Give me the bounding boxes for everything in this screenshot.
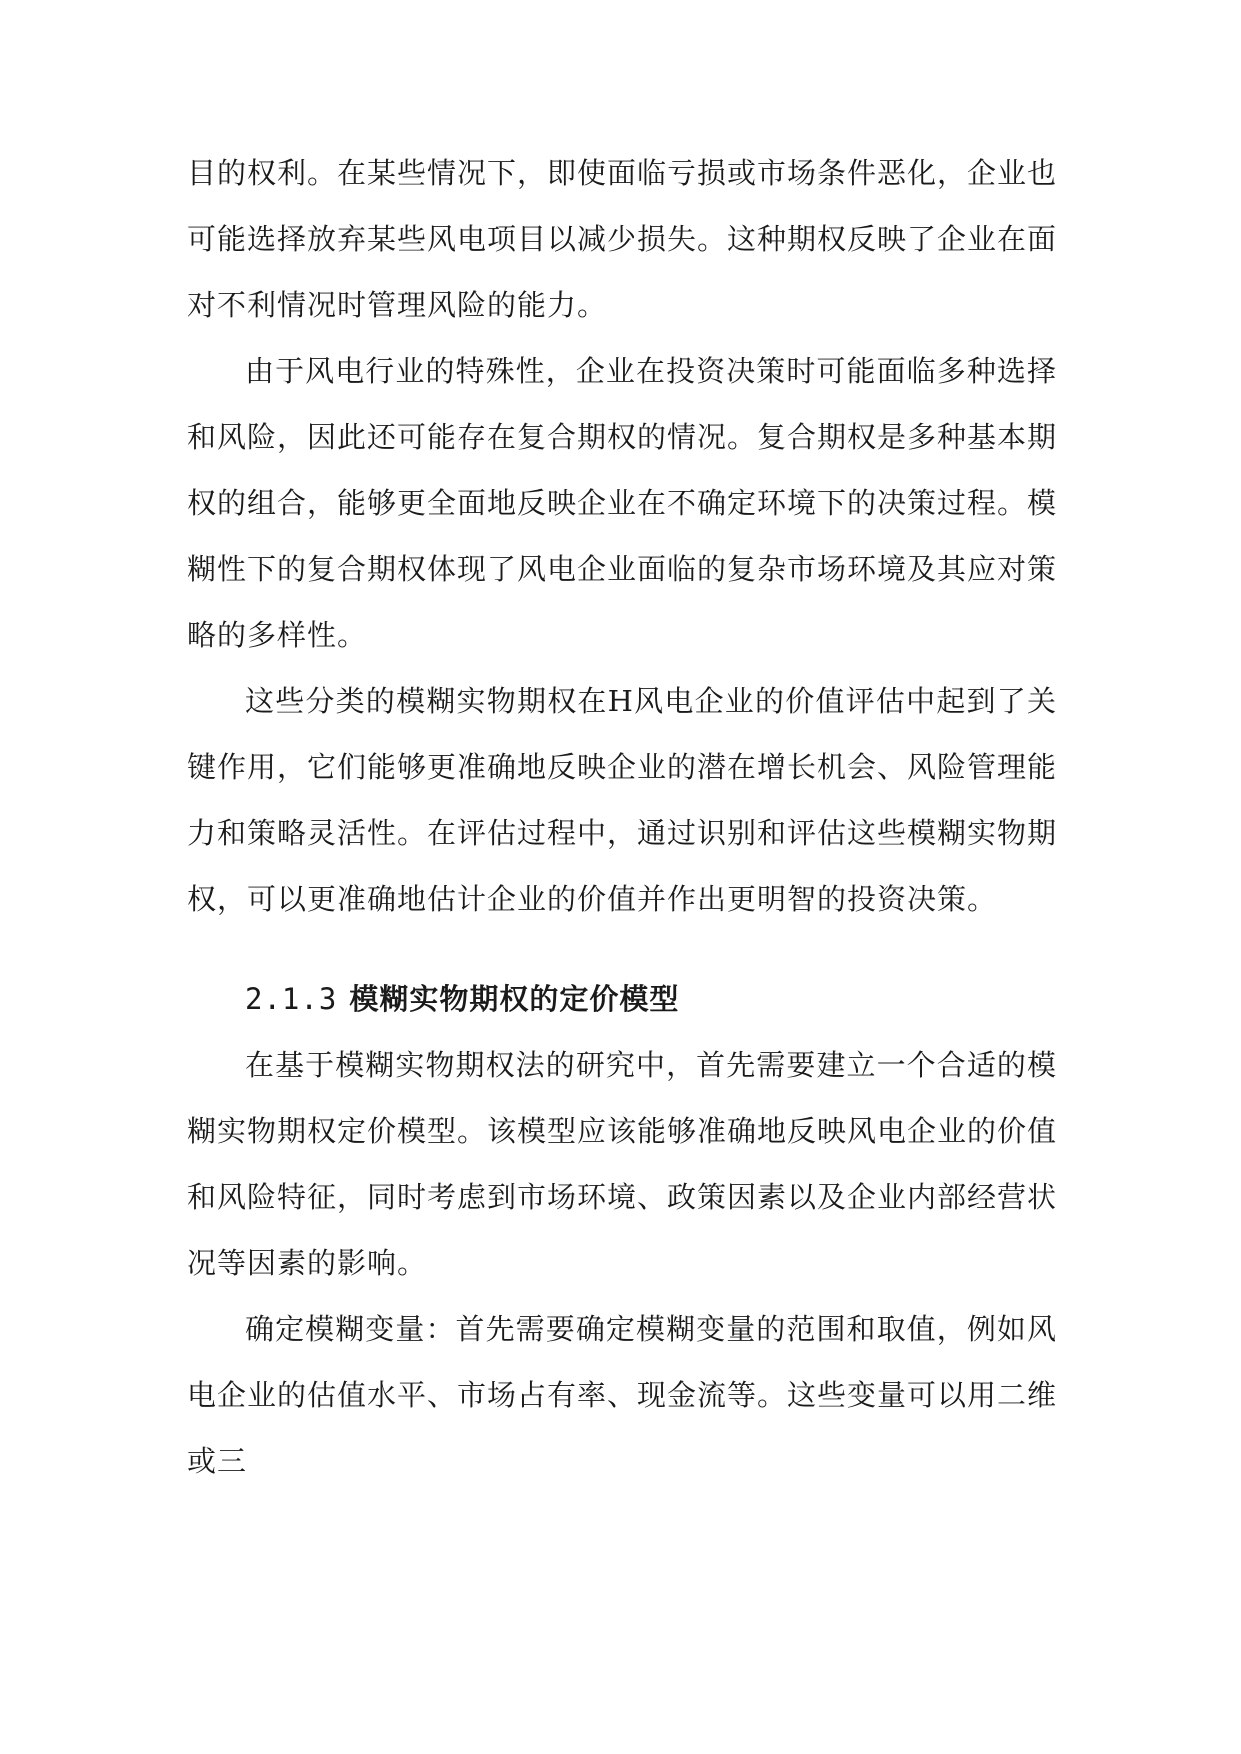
paragraph-fuzzy-variables: 确定模糊变量：首先需要确定模糊变量的范围和取值，例如风电企业的估值水平、市场占有率、现金流等。这些变量可以用二维或三 <box>187 1312 1058 1478</box>
paragraph-compound-option: 由于风电行业的特殊性，企业在投资决策时可能面临多种选择和风险，因此还可能存在复合期权的情况。复合期权是多种基本期权的组合，能够更全面地反映企业在不确定环境下的决策过程。模糊性下的复合期权体现了风电企业面临的复杂市场环境及其应对策略的多样性。 <box>187 354 1058 652</box>
page-content <box>187 140 1057 1494</box>
section-title: 模糊实物期权的定价模型 <box>349 982 680 1016</box>
paragraph-pricing-model: 在基于模糊实物期权法的研究中，首先需要建立一个合适的模糊实物期权定价模型。该模型应该能够准确地反映风电企业的价值和风险特征，同时考虑到市场环境、政策因素以及企业内部经营状况等因素的影响。 <box>187 1048 1058 1280</box>
section-heading <box>187 966 1057 1032</box>
section-number: 2.1.3 <box>245 982 338 1016</box>
paragraph-continued: 目的权利。在某些情况下，即使面临亏损或市场条件恶化，企业也可能选择放弃某些风电项目以减少损失。这种期权反映了企业在面对不利情况时管理风险的能力。 <box>187 156 1058 322</box>
paragraph-classification-role: 这些分类的模糊实物期权在H风电企业的价值评估中起到了关键作用，它们能够更准确地反映企业的潜在增长机会、风险管理能力和策略灵活性。在评估过程中，通过识别和评估这些模糊实物期权，可以更准确地估计企业的价值并作出更明智的投资决策。 <box>187 684 1058 916</box>
